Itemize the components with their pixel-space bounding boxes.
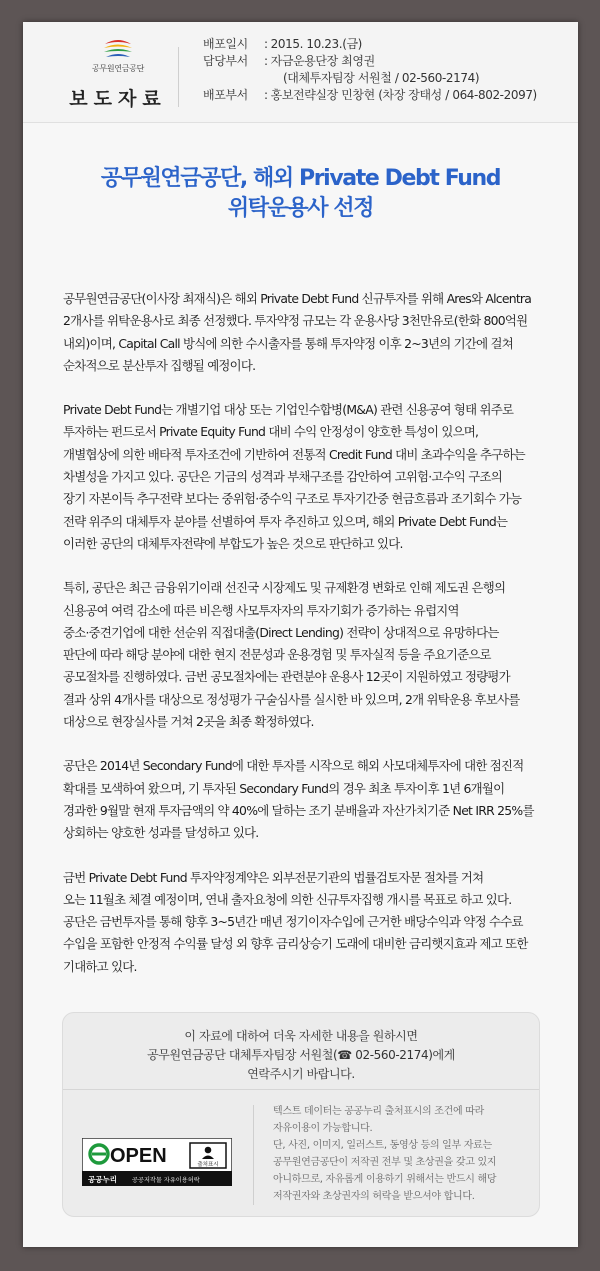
body-line: 순차적으로 분산투자 집행될 예정이다. (63, 357, 256, 373)
license-line: 공무원연금공단이 저작권 전부 및 초상권을 갖고 있지 (273, 1157, 497, 1168)
contact-line: 이 자료에 대하여 더욱 자세한 내용을 원하시면 (184, 1029, 418, 1043)
meta-row-dept-contact (203, 70, 573, 87)
header-divider (178, 47, 179, 107)
license-line: 저작권자와 초상권자의 허락을 받으셔야 합니다. (273, 1191, 475, 1202)
badge-open-text: OPEN (110, 1145, 167, 1167)
meta-label: 배포부서 (203, 88, 248, 102)
body-line: 기대하고 있다. (63, 958, 137, 974)
contact-box (62, 1012, 540, 1217)
body-line: 공단은 2014년 Secondary Fund에 대한 투자를 시작으로 해외 사모대체투자에 대한 점진적 (63, 758, 524, 774)
body-line: 오는 11월초 체결 예정이며, 연내 출자요청에 의한 신규투자집행 개시를 목표로 하고 있다. (63, 891, 512, 907)
license-notice (273, 1103, 533, 1205)
body-line: 투자하는 펀드로서 Private Equity Fund 대비 수익 안정성이 양호한 특성이 있으며, (63, 424, 479, 440)
body-paragraph (63, 577, 563, 733)
body-line: 상회하는 양호한 성과를 달성하고 있다. (63, 825, 259, 841)
body-line: 경과한 9월말 현재 투자금액의 약 40%에 달하는 조기 분배율과 자산가치기준 Net IRR 25%를 (63, 802, 534, 818)
contact-line: 공무원연금공단 대체투자팀장 서원철(☎ 02-560-2174)에게 (147, 1048, 455, 1062)
body-line: 차별성을 가지고 있다. 공단은 기금의 성격과 부채구조를 감안하여 고위험·고수익 구조의 (63, 469, 502, 485)
meta-value: 홍보전략실장 민창현 (차장 장태성 / 064-802-2097) (270, 88, 537, 102)
meta-label: 배포일시 (203, 37, 248, 51)
body-line: 개별협상에 의한 배타적 투자조건에 기반하여 전통적 Credit Fund 대비 초과수익을 추구하는 (63, 446, 525, 462)
meta-value: 2015. 10.23.(금) (270, 37, 362, 51)
body-line: 신용공여 여력 감소에 따른 비은행 사모투자자의 투자기회가 증가하는 유럽지역 (63, 602, 459, 618)
logo-block (53, 32, 183, 122)
license-line: 텍스트 데이터는 공공누리 출처표시의 조건에 따라 (273, 1106, 484, 1117)
body-line: 특히, 공단은 최근 금융위기이래 선진국 시장제도 및 규제환경 변화로 인해 제도권 은행의 (63, 580, 506, 596)
license-line: 단, 사진, 이미지, 일러스트, 동영상 등의 일부 자료는 (273, 1140, 492, 1151)
license-line: 자유이용이 가능합니다. (273, 1123, 373, 1134)
header (23, 22, 578, 123)
body-line: 금번 Private Debt Fund 투자약정계약은 외부전문기관의 법률검토자문 절차를 거쳐 (63, 869, 484, 885)
badge-source-text: 출처표시 (197, 1162, 219, 1168)
contact-divider (63, 1089, 539, 1090)
body-line: 결과 상위 4개사를 대상으로 정성평가 구술심사를 실시한 바 있으며, 2개 위탁운용 후보사를 (63, 691, 520, 707)
body-line: 공모절차를 진행하였다. 금번 공모절차에는 관련분야 운용사 12곳이 지원하였고 정량평가 (63, 669, 510, 685)
meta-row-date (203, 36, 573, 53)
body-line: 전략 위주의 대체투자 분야를 선별하여 투자 추진하고 있으며, 해외 Private Debt Fund는 (63, 513, 508, 529)
body-line: 공단은 금번투자를 통해 향후 3~5년간 매년 정기이자수입에 근거한 배당수익과 약정 수수료 (63, 914, 523, 930)
meta-row-dept (203, 53, 573, 70)
article-body (63, 288, 563, 1000)
contact-line: 연락주시기 바랍니다. (247, 1067, 355, 1081)
kogl-open-license-badge (82, 1138, 232, 1186)
license-divider (253, 1105, 254, 1205)
body-line: 2개사를 위탁운용사로 최종 선정했다. 투자약정 규모는 각 운용사당 3천만유로(한화 800억원 (63, 313, 528, 329)
meta-label: 담당부서 (203, 54, 248, 68)
body-line: Private Debt Fund는 개별기업 대상 또는 기업인수합병(M&A) 관련 신용공여 형태 위주로 (63, 402, 514, 418)
body-line: 확대를 모색하여 왔으며, 기 투자된 Secondary Fund의 경우 최초 투자이후 1년 6개월이 (63, 780, 505, 796)
meta-row-distribution (203, 87, 573, 104)
badge-desc-text: 공공저작물 자유이용허락 (132, 1177, 200, 1184)
body-line: 판단에 따라 해당 분야에 대한 현지 전문성과 운용경험 및 투자실적 등을 주요기준으로 (63, 647, 491, 663)
headline-line: 위탁운용사 선정 (227, 196, 374, 221)
body-paragraph (63, 755, 563, 844)
meta-value: 자금운용단장 최영권 (270, 54, 375, 68)
release-meta (203, 36, 573, 104)
geps-logo-icon (101, 36, 135, 62)
doc-type-label: 보도자료 (69, 88, 167, 110)
body-paragraph (63, 867, 563, 978)
license-line: 아니하므로, 자유롭게 이용하기 위해서는 반드시 해당 (273, 1174, 497, 1185)
body-line: 장기 자본이득 추구전략 보다는 중위험·중수익 구조로 투자기간중 현금흐름과 조기회수 가능 (63, 491, 522, 507)
meta-colon: : (264, 88, 268, 102)
body-line: 중소·중견기업에 대한 선순위 직접대출(Direct Lending) 전략이 상대적으로 유망하다는 (63, 624, 499, 640)
meta-colon: : (264, 54, 268, 68)
body-line: 내외)이며, Capital Call 방식에 의한 수시출자를 통해 투자약정 이후 2~3년의 기간에 걸쳐 (63, 335, 513, 351)
contact-info (63, 1027, 539, 1084)
meta-colon: : (264, 37, 268, 51)
meta-value: (대체투자팀장 서원철 / 02-560-2174) (283, 71, 480, 85)
press-release-card (23, 22, 578, 1247)
badge-org-text: 공공누리 (88, 1175, 117, 1184)
body-line: 수입을 포함한 안정적 수익률 달성 외 향후 금리상승기 도래에 대비한 금리햇지효과 제고 또한 (63, 936, 528, 952)
body-line: 이러한 공단의 대체투자전략에 부합도가 높은 것으로 판단하고 있다. (63, 535, 403, 551)
person-icon (205, 1147, 212, 1154)
org-name: 공무원연금공단 (92, 64, 144, 73)
headline (23, 164, 578, 224)
body-paragraph (63, 288, 563, 377)
body-paragraph (63, 399, 563, 555)
body-line: 공무원연금공단(이사장 최재식)은 해외 Private Debt Fund 신규투자를 위해 Ares와 Alcentra (63, 291, 532, 306)
headline-line: 공무원연금공단, 해외 Private Debt Fund (100, 166, 501, 191)
body-line: 대상으로 현장실사를 거쳐 2곳을 최종 확정하였다. (63, 714, 314, 730)
